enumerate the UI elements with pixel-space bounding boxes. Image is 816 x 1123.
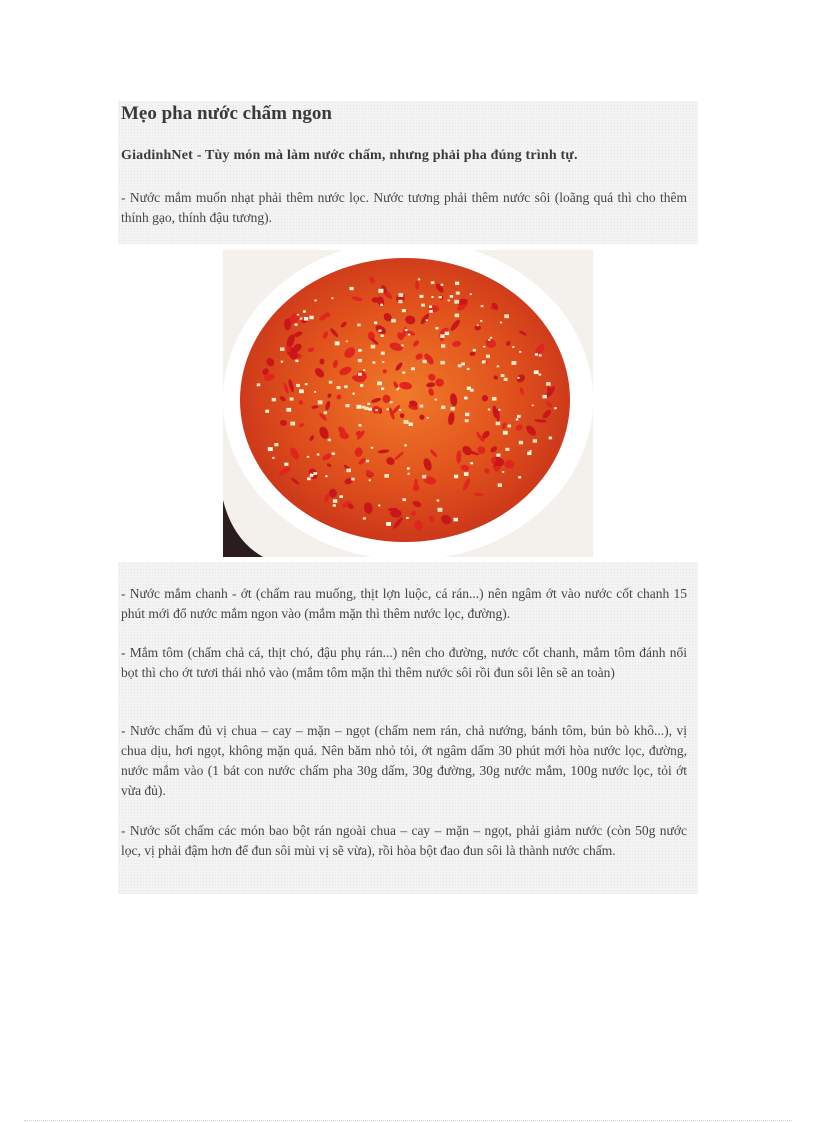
tip-paragraph: - Mắm tôm (chấm chả cá, thịt chó, đậu phụ rán...) nên cho đường, nước cốt chanh, mắm tôm đánh nổi bọt thì cho ớt tươi thái nhỏ vào (mắm tôm mặn thì thêm nước sôi rồi đun sôi lên sẽ an toàn) xyxy=(121,645,687,680)
intro-paragraph: - Nước mắm muốn nhạt phải thêm nước lọc. Nước tương phải thêm nước sôi (loãng quá thì cho thêm thính gạo, thính đậu tương). xyxy=(121,190,687,225)
tip-paragraph: - Nước mắm chanh - ớt (chấm rau muống, thịt lợn luộc, cá rán...) nên ngâm ớt vào nước cốt chanh 15 phút mới đổ nước mắm ngon vào (mắm mặn thì thêm nước lọc, đường). xyxy=(121,586,687,621)
page-bottom-rule xyxy=(24,1120,792,1121)
tip-paragraph: - Nước chấm đủ vị chua – cay – mặn – ngọt (chấm nem rán, chả nướng, bánh tôm, bún bò khô...), vị chua dịu, hơi ngọt, không mặn quá. Nên băm nhỏ tỏi, ớt ngâm dấm 30 phút mới hòa nước lọc, đường, nước mắm vào (1 bát con nước chấm pha 30g dấm, 30g đường, 30g nước mắm, 100g nước lọc, tỏi ớt vừa đủ). xyxy=(121,723,687,798)
tip-paragraph: - Nước sốt chấm các món bao bột rán ngoài chua – cay – mặn – ngọt, phải giảm nước (còn 50g nước lọc, vị phải đậm hơn để đun sôi mùi vị sẽ vừa), rồi hòa bột đao đun sôi là thành nước chấm. xyxy=(121,823,687,858)
article-lead: GiadinhNet - Tùy món mà làm nước chấm, nhưng phải pha đúng trình tự. xyxy=(121,148,578,163)
dipping-sauce-photo xyxy=(223,250,593,557)
article-title: Mẹo pha nước chấm ngon xyxy=(121,103,332,124)
